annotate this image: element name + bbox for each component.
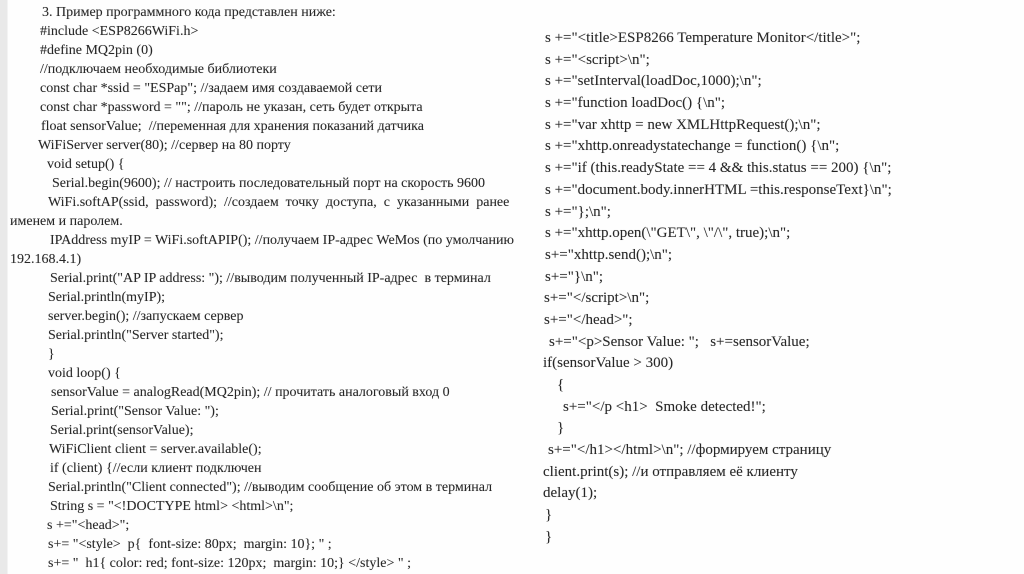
code-line: delay(1); — [543, 485, 598, 502]
code-line: } — [557, 420, 565, 437]
code-line: #define MQ2pin (0) — [40, 43, 153, 58]
code-line: Serial.begin(9600); // настроить последовательный порт на скорость 9600 — [52, 176, 486, 191]
code-line: const char *password = ""; //пароль не указан, сеть будет открыта — [40, 100, 423, 115]
code-line: именем и паролем. — [10, 214, 123, 229]
code-line: Serial.println(myIP); — [48, 290, 166, 305]
code-line: s +="<script>\n"; — [545, 51, 650, 68]
code-line: server.begin(); //запускаем сервер — [48, 309, 244, 324]
code-line: } — [545, 507, 553, 524]
code-line: 192.168.4.1) — [10, 252, 82, 267]
code-line: Serial.print(sensorValue); — [50, 423, 194, 438]
code-line: Serial.print("AP IP address: "); //выводим полученный IP-адрес в терминал — [50, 271, 491, 286]
code-line: s+="}\n"; — [545, 268, 604, 285]
code-line: s +="if (this.readyState == 4 && this.status == 200) {\n"; — [545, 160, 892, 177]
code-line: s+="</h1></html>\n"; //формируем страницу — [548, 442, 832, 459]
code-line: //подключаем необходимые библиотеки — [40, 62, 277, 77]
code-line: sensorValue = analogRead(MQ2pin); // прочитать аналоговый вход 0 — [51, 385, 450, 400]
code-line: WiFi.softAP(ssid, password); //создаем точку доступа, с указанными ранее — [48, 195, 510, 210]
code-line: s +="var xhttp = new XMLHttpRequest();\n"; — [545, 116, 821, 133]
code-line: Serial.println("Server started"); — [48, 328, 224, 343]
code-line: { — [557, 377, 565, 393]
code-line: } — [545, 528, 553, 545]
code-column-left — [0, 3, 512, 573]
code-line: s +="<head>"; — [47, 518, 130, 533]
code-line: s+="</script>\n"; — [544, 290, 650, 307]
code-column-right — [512, 28, 1024, 549]
code-line: client.print(s); //и отправляем её клиенту — [543, 463, 798, 480]
code-line: s +="xhttp.open(\"GET\", \"/\", true);\n"; — [545, 225, 791, 242]
code-line: float sensorValue; //переменная для хранения показаний датчика — [41, 119, 424, 134]
code-line: s+="</p <h1> Smoke detected!"; — [563, 398, 766, 415]
code-line: if(sensorValue > 300) — [543, 355, 674, 372]
code-line: String s = "<!DOCTYPE html> <html>\n"; — [50, 499, 294, 514]
code-line: 3. Пример программного кода представлен ниже: — [42, 5, 336, 20]
code-line: s+="</head>"; — [544, 311, 633, 328]
code-line: #include <ESP8266WiFi.h> — [40, 24, 199, 39]
code-line: WiFiClient client = server.available(); — [49, 442, 262, 457]
code-line: Serial.print("Sensor Value: "); — [51, 404, 219, 419]
code-line: } — [48, 347, 55, 362]
code-line: s +="document.body.innerHTML =this.responseText}\n"; — [545, 181, 892, 198]
code-line: const char *ssid = "ESPap"; //задаем имя создаваемой сети — [40, 81, 382, 96]
code-line: s +="};\n"; — [545, 203, 611, 220]
code-line: if (client) {//если клиент подключен — [50, 461, 262, 476]
code-line: Serial.println("Client connected"); //выводим сообщение об этом в терминал — [48, 480, 493, 495]
code-line: void setup() { — [47, 157, 125, 172]
code-line: s+= "<style> p{ font-size: 80px; margin: 10}; " ; — [48, 537, 332, 552]
code-line: s +="setInterval(loadDoc,1000);\n"; — [545, 73, 762, 90]
code-line: void loop() { — [48, 366, 121, 381]
code-line: WiFiServer server(80); //сервер на 80 порту — [38, 138, 291, 153]
code-line: s+="<p>Sensor Value: "; s+=sensorValue; — [549, 333, 810, 350]
code-line: s +="xhttp.onreadystatechange = function() {\n"; — [545, 138, 840, 155]
code-line: s+= " h1{ color: red; font-size: 120px; margin: 10;} </style> " ; — [48, 556, 411, 571]
code-line: IPAddress myIP = WiFi.softAPIP(); //получаем IP-адрес WeMos (по умолчанию — [50, 233, 514, 248]
code-line: s+="xhttp.send();\n"; — [545, 246, 673, 263]
code-line: s +="function loadDoc() {\n"; — [545, 95, 726, 112]
code-line: s +="<title>ESP8266 Temperature Monitor</title>"; — [545, 30, 861, 46]
